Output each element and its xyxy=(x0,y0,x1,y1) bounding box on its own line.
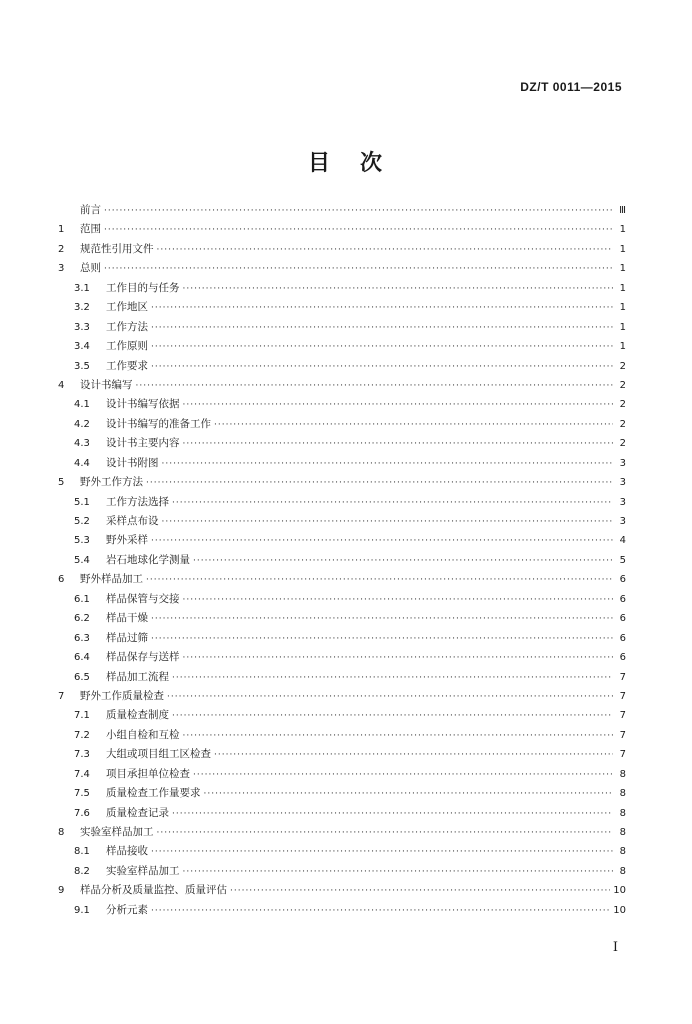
toc-entry-number: 6 xyxy=(58,574,65,586)
toc-entry[interactable] xyxy=(58,220,626,239)
toc-dot-leader xyxy=(151,319,613,338)
toc-entry-label: 岩石地球化学测量 xyxy=(106,553,190,566)
toc-entry-number: 7.3 xyxy=(74,749,90,761)
toc-entry-label: 大组或项目组工区检查 xyxy=(106,748,211,761)
toc-dot-leader xyxy=(104,202,613,221)
toc-entry-number: 5.3 xyxy=(74,535,90,547)
toc-entry-label: 小组自检和互检 xyxy=(106,728,180,741)
toc-entry[interactable] xyxy=(58,337,626,356)
toc-entry[interactable] xyxy=(58,901,626,920)
toc-entry-page: 8 xyxy=(619,788,626,800)
toc-entry-label: 设计书编写依据 xyxy=(106,398,180,411)
toc-entry-page: 4 xyxy=(619,535,626,547)
toc-entry-page: 10 xyxy=(613,885,626,897)
toc-entry[interactable] xyxy=(58,842,626,861)
toc-entry-label: 样品保存与送样 xyxy=(106,651,180,664)
toc-entry-label: 野外采样 xyxy=(106,534,148,547)
toc-entry-number: 9.1 xyxy=(74,904,90,916)
toc-dot-leader xyxy=(146,474,613,493)
toc-entry-number: 6.2 xyxy=(74,613,90,625)
toc-dot-leader xyxy=(172,707,613,726)
toc-entry-page: 8 xyxy=(619,807,626,819)
toc-entry-page: 1 xyxy=(619,302,626,314)
toc-entry-page: 3 xyxy=(619,516,626,527)
toc-entry-label: 规范性引用文件 xyxy=(80,242,154,255)
toc-entry[interactable] xyxy=(58,590,626,609)
toc-entry[interactable] xyxy=(58,648,626,667)
toc-dot-leader xyxy=(172,669,613,688)
toc-entry[interactable] xyxy=(58,570,626,589)
toc-entry-page: 7 xyxy=(619,729,626,741)
toc-entry-label: 前言 xyxy=(80,204,101,216)
toc-entry-label: 野外工作质量检查 xyxy=(80,689,164,702)
toc-dot-leader xyxy=(157,241,614,260)
toc-entry-label: 工作方法选择 xyxy=(106,495,169,508)
toc-dot-leader xyxy=(214,746,613,765)
toc-entry-number: 7.1 xyxy=(74,710,90,722)
toc-entry-page: 6 xyxy=(619,652,626,664)
toc-entry-label: 样品接收 xyxy=(106,845,148,858)
toc-entry-page: 7 xyxy=(619,671,626,683)
toc-entry-number: 6.3 xyxy=(74,632,90,644)
toc-entry-number: 8.1 xyxy=(74,846,90,858)
toc-entry[interactable] xyxy=(58,784,626,803)
toc-dot-leader xyxy=(151,610,613,629)
toc-entry[interactable] xyxy=(58,240,626,259)
toc-entry-number: 4.4 xyxy=(74,457,90,469)
toc-entry-number: 5.1 xyxy=(74,496,90,508)
toc-dot-leader xyxy=(151,358,613,377)
toc-dot-leader xyxy=(183,649,614,668)
toc-entry-page: 1 xyxy=(619,263,626,275)
toc-entry-page: 2 xyxy=(619,360,626,372)
toc-dot-leader xyxy=(104,260,613,279)
toc-entry-page: 6 xyxy=(619,574,626,586)
toc-entry-page: 1 xyxy=(619,224,626,236)
toc-entry-page: 6 xyxy=(619,613,626,625)
toc-entry[interactable] xyxy=(58,395,626,414)
toc-entry[interactable] xyxy=(58,823,626,842)
toc-dot-leader xyxy=(214,416,613,435)
toc-entry[interactable] xyxy=(58,298,626,317)
toc-dot-leader xyxy=(204,785,614,804)
toc-entry-label: 总则 xyxy=(80,262,101,275)
toc-entry-number: 5.4 xyxy=(74,554,90,566)
toc-entry-label: 质量检查工作量要求 xyxy=(106,787,201,800)
toc-entry-label: 工作方法 xyxy=(106,320,148,333)
toc-entry-page: 2 xyxy=(619,438,626,450)
toc-entry-page: 5 xyxy=(619,554,626,566)
toc-entry[interactable] xyxy=(58,434,626,453)
toc-entry-page: 3 xyxy=(619,477,626,489)
toc-entry-label: 设计书附图 xyxy=(106,456,159,469)
toc-entry-page: 7 xyxy=(619,690,626,702)
page-title xyxy=(0,146,692,177)
toc-entry-label: 样品干燥 xyxy=(106,612,148,625)
toc-entry[interactable] xyxy=(58,687,626,706)
page-number: I xyxy=(612,940,618,955)
toc-entry-number: 7 xyxy=(58,690,65,702)
toc-entry-number: 8 xyxy=(58,827,65,838)
toc-entry-page: 2 xyxy=(619,379,626,391)
toc-dot-leader xyxy=(104,221,613,240)
toc-dot-leader xyxy=(151,338,613,357)
toc-entry-page: 1 xyxy=(619,341,626,353)
toc-entry-page: 7 xyxy=(619,749,626,761)
toc-entry-label: 样品保管与交接 xyxy=(106,592,180,605)
toc-entry-label: 设计书主要内容 xyxy=(106,437,180,450)
toc-dot-leader xyxy=(172,805,613,824)
toc-entry-label: 样品加工流程 xyxy=(106,670,169,683)
toc-entry[interactable] xyxy=(58,493,626,512)
toc-entry-number: 7.2 xyxy=(74,729,90,741)
toc-entry-page: 8 xyxy=(619,865,626,877)
toc-entry[interactable] xyxy=(58,804,626,823)
toc-entry[interactable] xyxy=(58,668,626,687)
toc-entry-page: 10 xyxy=(613,904,626,916)
toc-entry-label: 质量检查记录 xyxy=(106,806,169,819)
toc-dot-leader xyxy=(183,396,614,415)
toc-entry-label: 野外工作方法 xyxy=(80,476,143,489)
toc-dot-leader xyxy=(183,591,614,610)
toc-entry[interactable] xyxy=(58,551,626,570)
toc-entry-label: 设计书编写 xyxy=(80,378,133,391)
toc-entry[interactable] xyxy=(58,473,626,492)
toc-entry[interactable] xyxy=(58,454,626,473)
toc-entry-page: 6 xyxy=(619,632,626,644)
toc-entry-page: Ⅲ xyxy=(619,205,626,216)
toc-entry-number: 6.5 xyxy=(74,671,90,683)
toc-entry[interactable] xyxy=(58,629,626,648)
toc-dot-leader xyxy=(151,843,613,862)
toc-entry-page: 2 xyxy=(619,418,626,430)
toc-entry[interactable] xyxy=(58,706,626,725)
toc-entry-number: 3 xyxy=(58,263,65,275)
toc-entry-label: 采样点布设 xyxy=(106,515,159,527)
toc-dot-leader xyxy=(193,766,613,785)
toc-entry-label: 分析元素 xyxy=(106,903,148,916)
toc-entry-number: 2 xyxy=(58,243,65,255)
toc-entry[interactable] xyxy=(58,415,626,434)
toc-entry-label: 样品过筛 xyxy=(106,631,148,644)
toc-entry-number: 3.4 xyxy=(74,341,90,353)
toc-entry[interactable] xyxy=(58,376,626,395)
toc-entry[interactable] xyxy=(58,357,626,376)
toc-entry[interactable] xyxy=(58,512,626,531)
toc-entry-page: 1 xyxy=(619,321,626,333)
toc-entry-page: 7 xyxy=(619,710,626,722)
toc-dot-leader xyxy=(183,435,614,454)
toc-entry[interactable] xyxy=(58,201,626,220)
toc-dot-leader xyxy=(136,377,614,396)
toc-entry-label: 工作目的与任务 xyxy=(106,281,180,294)
toc-entry[interactable] xyxy=(58,726,626,745)
toc-dot-leader xyxy=(151,630,613,649)
toc-entry-page: 1 xyxy=(619,282,626,294)
toc-entry[interactable] xyxy=(58,609,626,628)
toc-dot-leader xyxy=(172,494,613,513)
toc-entry-label: 设计书编写的准备工作 xyxy=(106,417,211,430)
toc-entry[interactable] xyxy=(58,531,626,550)
toc-entry-number: 4.1 xyxy=(74,399,90,411)
toc-dot-leader xyxy=(157,824,614,843)
toc-entry-number: 4.2 xyxy=(74,418,90,430)
page-title-part2: 次 xyxy=(360,151,385,176)
toc-entry-number: 4 xyxy=(58,379,65,391)
toc-dot-leader xyxy=(162,455,614,474)
toc-entry-page: 2 xyxy=(619,399,626,411)
toc-entry-number: 3.2 xyxy=(74,302,90,314)
toc-dot-leader xyxy=(167,688,613,707)
toc-entry[interactable] xyxy=(58,259,626,278)
page-title-part1: 目 xyxy=(307,151,332,176)
toc-entry-page: 8 xyxy=(619,827,626,838)
toc-dot-leader xyxy=(151,902,610,921)
toc-entry-number: 3.5 xyxy=(74,360,90,372)
toc-entry[interactable] xyxy=(58,765,626,784)
toc-dot-leader xyxy=(193,552,613,571)
toc-entry-label: 实验室样品加工 xyxy=(80,826,154,838)
toc-entry-label: 野外样品加工 xyxy=(80,573,143,586)
toc-entry-page: 8 xyxy=(619,768,626,780)
toc-dot-leader xyxy=(151,532,613,551)
toc-entry-page: 3 xyxy=(619,457,626,469)
toc-entry-number: 6.1 xyxy=(74,593,90,605)
toc-entry[interactable] xyxy=(58,318,626,337)
toc-entry-label: 项目承担单位检查 xyxy=(106,767,190,780)
toc-entry-number: 6.4 xyxy=(74,652,90,664)
toc-dot-leader xyxy=(183,727,614,746)
table-of-contents xyxy=(58,201,626,920)
toc-entry-label: 范围 xyxy=(80,223,101,236)
toc-entry-page: 8 xyxy=(619,846,626,858)
toc-entry-number: 8.2 xyxy=(74,865,90,877)
toc-entry-label: 实验室样品加工 xyxy=(106,864,180,877)
toc-entry-number: 4.3 xyxy=(74,438,90,450)
toc-entry-page: 6 xyxy=(619,593,626,605)
toc-dot-leader xyxy=(162,513,614,532)
toc-entry[interactable] xyxy=(58,881,626,900)
toc-entry-number: 3.3 xyxy=(74,321,90,333)
toc-entry-page: 3 xyxy=(619,496,626,508)
toc-entry-label: 工作要求 xyxy=(106,359,148,372)
toc-entry-label: 工作原则 xyxy=(106,340,148,353)
toc-dot-leader xyxy=(183,280,614,299)
toc-entry-number: 7.6 xyxy=(74,807,90,819)
toc-entry-number: 7.4 xyxy=(74,768,90,780)
toc-dot-leader xyxy=(183,863,614,882)
toc-entry[interactable] xyxy=(58,862,626,881)
toc-entry-number: 5 xyxy=(58,477,65,489)
toc-entry[interactable] xyxy=(58,279,626,298)
standard-code: DZ/T 0011—2015 xyxy=(520,80,622,94)
toc-entry-number: 3.1 xyxy=(74,282,90,294)
toc-dot-leader xyxy=(151,299,613,318)
toc-entry[interactable] xyxy=(58,745,626,764)
toc-entry-number: 7.5 xyxy=(74,788,90,800)
toc-dot-leader xyxy=(146,571,613,590)
toc-entry-number: 5.2 xyxy=(74,516,90,527)
toc-entry-number: 9 xyxy=(58,885,65,897)
toc-entry-label: 样品分析及质量监控、质量评估 xyxy=(80,884,227,897)
toc-entry-label: 工作地区 xyxy=(106,301,148,314)
toc-entry-number: 1 xyxy=(58,224,65,236)
toc-entry-page: 1 xyxy=(619,243,626,255)
toc-dot-leader xyxy=(230,882,610,901)
toc-entry-label: 质量检查制度 xyxy=(106,709,169,722)
